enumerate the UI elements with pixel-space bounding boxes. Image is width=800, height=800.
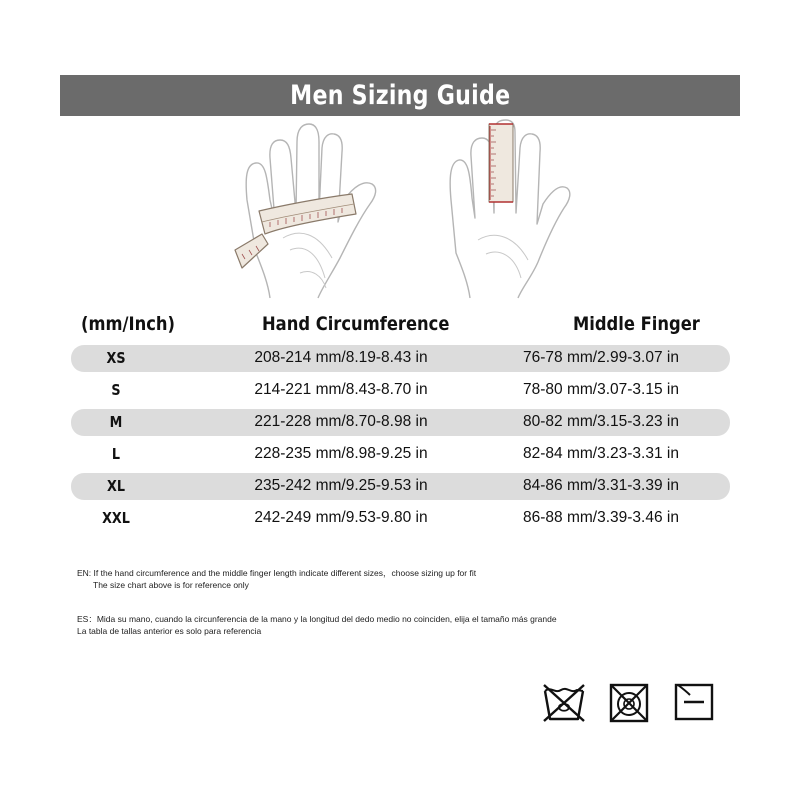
middle-finger-length-diagram bbox=[450, 120, 570, 298]
hand-circumference-value: 242-249 mm/9.53-9.80 in bbox=[254, 509, 428, 526]
do-not-wash-icon bbox=[542, 683, 586, 723]
page-title: Men Sizing Guide bbox=[289, 80, 511, 111]
hand-circumference-header: Hand Circumference bbox=[262, 313, 450, 335]
hand-circumference-diagram bbox=[235, 124, 376, 298]
hand-diagrams bbox=[0, 118, 800, 303]
middle-finger-value: 86-88 mm/3.39-3.46 in bbox=[523, 509, 679, 526]
size-label: XS bbox=[106, 349, 126, 367]
spanish-note-line-1: ES：Mida su mano, cuando la circunferencia de la mano y la longitud del dedo medio no coinciden, elija el tamaño más grande bbox=[77, 614, 557, 624]
table-row bbox=[71, 473, 730, 500]
table-row bbox=[71, 345, 730, 372]
middle-finger-value: 82-84 mm/3.23-3.31 in bbox=[523, 445, 679, 462]
middle-finger-header: Middle Finger bbox=[573, 313, 700, 335]
title-banner bbox=[60, 75, 740, 116]
dry-flat-icon bbox=[674, 683, 714, 721]
middle-finger-value: 78-80 mm/3.07-3.15 in bbox=[523, 381, 679, 398]
size-label: L bbox=[111, 445, 121, 463]
spanish-note-line-2: La tabla de tallas anterior es solo para referencia bbox=[77, 626, 262, 636]
size-label: S bbox=[111, 381, 121, 399]
table-row bbox=[71, 409, 730, 436]
table-row bbox=[71, 377, 730, 404]
hand-circumference-value: 228-235 mm/8.98-9.25 in bbox=[254, 445, 428, 462]
size-label: XXL bbox=[102, 509, 130, 527]
middle-finger-value: 80-82 mm/3.15-3.23 in bbox=[523, 413, 679, 430]
english-note-line-1: EN: If the hand circumference and the middle finger length indicate different sizes，choose sizing up for fit bbox=[77, 568, 477, 578]
size-label: M bbox=[109, 413, 123, 431]
hand-circumference-value: 214-221 mm/8.43-8.70 in bbox=[254, 381, 428, 398]
middle-finger-value: 76-78 mm/2.99-3.07 in bbox=[523, 349, 679, 366]
unit-header: (mm/Inch) bbox=[81, 313, 175, 335]
hand-circumference-value: 235-242 mm/9.25-9.53 in bbox=[254, 477, 428, 494]
table-row bbox=[71, 505, 730, 532]
english-note-line-2: The size chart above is for reference only bbox=[93, 580, 249, 590]
size-label: XL bbox=[107, 477, 125, 495]
do-not-dry-icon bbox=[609, 683, 649, 723]
hand-circumference-value: 208-214 mm/8.19-8.43 in bbox=[254, 349, 428, 366]
table-row bbox=[71, 441, 730, 468]
hand-circumference-value: 221-228 mm/8.70-8.98 in bbox=[254, 413, 428, 430]
middle-finger-value: 84-86 mm/3.31-3.39 in bbox=[523, 477, 679, 494]
